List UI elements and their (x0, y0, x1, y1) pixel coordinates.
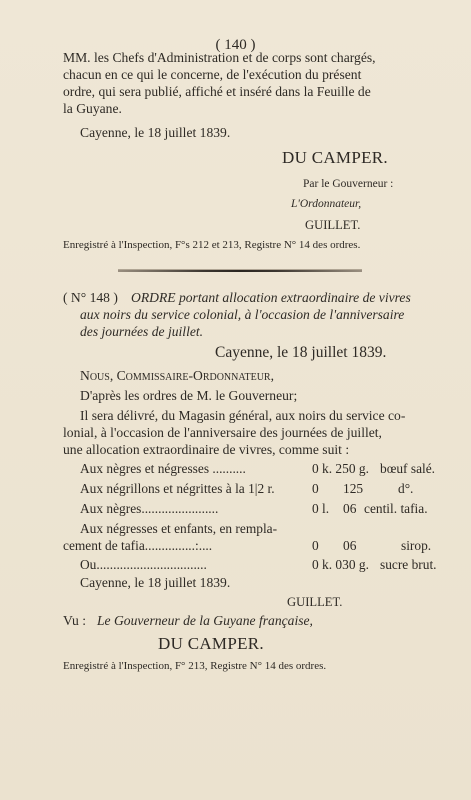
order-closing-date: Cayenne, le 18 juillet 1839. (80, 575, 231, 590)
ration-2-quantity-2: 125 (343, 481, 364, 496)
intro-line-2: chacun en ce qui le concerne, de l'exécution du présent (63, 67, 362, 82)
intro-line-4: la Guyane. (63, 101, 122, 116)
ration-4-quantity-2: 06 (343, 538, 357, 553)
order-signer: DU CAMPER. (158, 634, 264, 653)
ration-5-label: Ou................................. (80, 557, 207, 572)
ration-5-quantity: 0 k. 030 g. (312, 557, 369, 572)
intro-ordonnateur: L'Ordonnateur, (291, 198, 362, 210)
intro-signer: DU CAMPER. (282, 148, 388, 167)
ration-4-quantity: 0 (312, 538, 319, 553)
intro-par-le-gouverneur: Par le Gouverneur : (303, 178, 394, 190)
order-number: ( N° 148 ) (63, 290, 118, 305)
intro-line-1: MM. les Chefs d'Administration et de corps sont chargés, (63, 50, 376, 65)
ration-2-item: d°. (398, 481, 414, 496)
ration-4-item: sirop. (401, 538, 432, 553)
ration-3-label: Aux nègres....................... (80, 501, 219, 516)
order-registration: Enregistré à l'Inspection, F° 213, Registre N° 14 des ordres. (63, 660, 327, 672)
order-guillet: GUILLET. (287, 595, 343, 609)
ration-2-label: Aux négrillons et négrittes à la 1|2 r. (80, 481, 275, 496)
ration-3-item: centil. tafia. (364, 501, 428, 516)
order-body-line-2: lonial, à l'occasion de l'anniversaire des journées de juillet, (63, 425, 382, 440)
order-title-line-3: des journées de juillet. (80, 324, 204, 339)
order-title-line-1: ORDRE portant allocation extraordinaire de vivres (131, 290, 411, 305)
ration-3-quantity-2: 06 (343, 501, 357, 516)
ration-4-label-line-2: cement de tafia...............:.... (63, 538, 213, 553)
intro-line-3: ordre, qui sera publié, affiché et inséré dans la Feuille de (63, 84, 371, 99)
ration-3-quantity: 0 l. (312, 501, 330, 516)
ration-4-label-line-1: Aux négresses et enfants, en rempla- (80, 521, 278, 536)
section-divider (118, 270, 362, 272)
order-title-line-2: aux noirs du service colonial, à l'occasion de l'anniversaire (80, 307, 405, 322)
ration-5-item: sucre brut. (380, 557, 437, 572)
order-place-date: Cayenne, le 18 juillet 1839. (215, 344, 387, 361)
intro-place-date: Cayenne, le 18 juillet 1839. (80, 125, 231, 140)
vu-text: Le Gouverneur de la Guyane française, (97, 613, 313, 628)
intro-guillet: GUILLET. (305, 218, 361, 232)
intro-registration: Enregistré à l'Inspection, F°s 212 et 213, Registre N° 14 des ordres. (63, 239, 361, 251)
ration-1-label: Aux nègres et négresses .......... (80, 461, 246, 476)
ration-1-quantity: 0 k. 250 g. (312, 461, 369, 476)
ration-1-item: bœuf salé. (380, 461, 436, 476)
ration-2-quantity: 0 (312, 481, 319, 496)
order-issuer: Nous, Commissaire-Ordonnateur, (80, 368, 274, 383)
page-number: ( 140 ) (215, 37, 256, 53)
vu-prefix: Vu : (63, 613, 86, 628)
order-body-line-1: Il sera délivré, du Magasin général, aux noirs du service co- (80, 408, 406, 423)
order-body-line-3: une allocation extraordinaire de vivres, comme suit : (63, 442, 350, 457)
order-preamble: D'après les ordres de M. le Gouverneur; (80, 388, 298, 403)
